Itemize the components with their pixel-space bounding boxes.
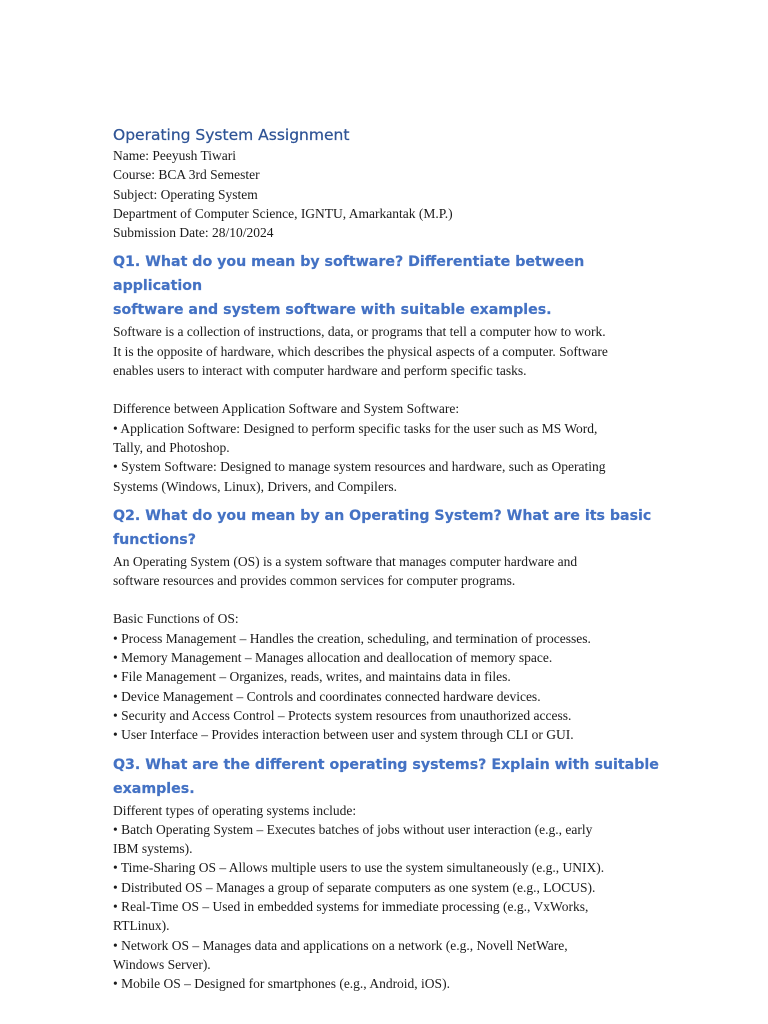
subject-info: Subject: Operating System — [113, 186, 258, 202]
course-info: Course: BCA 3rd Semester — [113, 167, 260, 183]
function-item: • Security and Access Control – Protects system resources from unauthorized access. — [113, 707, 572, 723]
os-type-line: IBM systems). — [113, 841, 193, 857]
difference-heading: Difference between Application Software and System Software: — [113, 401, 460, 417]
system-software-bullet — [113, 457, 673, 496]
document-title: Operating System Assignment — [113, 126, 350, 144]
function-item: • File Management – Organizes, reads, writes, and maintains data in files. — [113, 669, 511, 685]
question-2-paragraph-line-1: An Operating System (OS) is a system software that manages computer hardware and — [113, 553, 578, 569]
application-software-line-1: • Application Software: Designed to perform specific tasks for the user such as MS Word, — [113, 420, 598, 436]
os-type-line: RTLinux). — [113, 918, 170, 934]
question-3-section — [113, 753, 673, 994]
submission-date: Submission Date: 28/10/2024 — [113, 225, 274, 241]
question-1-heading-line-2: software and system software with suitable examples. — [113, 302, 552, 319]
question-2-paragraph — [113, 552, 673, 591]
question-2-section — [113, 504, 673, 745]
author-name: Name: Peeyush Tiwari — [113, 148, 236, 163]
question-3-intro: Different types of operating systems include: — [113, 802, 357, 818]
document-body — [113, 124, 673, 994]
os-type-line: • Network OS – Manages data and applications on a network (e.g., Novell NetWare, — [113, 937, 568, 953]
system-software-line-1: • System Software: Designed to manage system resources and hardware, such as Operating — [113, 459, 606, 475]
os-type-line: • Batch Operating System – Executes batches of jobs without user interaction (e.g., early — [113, 821, 593, 837]
question-2-paragraph-line-2: software resources and provides common services for computer programs. — [113, 573, 516, 589]
question-1-heading — [113, 250, 673, 322]
application-software-bullet — [113, 419, 673, 458]
application-software-line-2: Tally, and Photoshop. — [113, 439, 230, 455]
function-item: • Memory Management – Manages allocation and deallocation of memory space. — [113, 650, 553, 666]
question-1-heading-line-1: Q1. What do you mean by software? Differentiate between application — [113, 254, 585, 295]
os-type-line: • Real-Time OS – Used in embedded systems for immediate processing (e.g., VxWorks, — [113, 899, 589, 915]
question-1-paragraph-line-2: It is the opposite of hardware, which describes the physical aspects of a computer. Software — [113, 343, 608, 359]
department-info: Department of Computer Science, IGNTU, Amarkantak (M.P.) — [113, 205, 453, 221]
question-1-paragraph-line-3: enables users to interact with computer hardware and perform specific tasks. — [113, 363, 527, 379]
os-type-line: Windows Server). — [113, 956, 211, 972]
question-2-heading: Q2. What do you mean by an Operating System? What are its basic functions? — [113, 507, 652, 548]
os-type-line: • Time-Sharing OS – Allows multiple users to use the system simultaneously (e.g., UNIX). — [113, 860, 605, 876]
question-1-paragraph — [113, 322, 673, 380]
function-item: • Process Management – Handles the creation, scheduling, and termination of processes. — [113, 630, 591, 646]
author-info — [113, 146, 673, 242]
question-3-heading: Q3. What are the different operating systems? Explain with suitable examples. — [113, 756, 659, 797]
question-1-paragraph-line-1: Software is a collection of instructions, data, or programs that tell a computer how to work. — [113, 324, 606, 340]
os-type-line: • Mobile OS – Designed for smartphones (e.g., Android, iOS). — [113, 976, 450, 992]
os-type-line: • Distributed OS – Manages a group of separate computers as one system (e.g., LOCUS). — [113, 879, 596, 895]
basic-functions-heading: Basic Functions of OS: — [113, 611, 239, 627]
function-item: • Device Management – Controls and coordinates connected hardware devices. — [113, 688, 541, 704]
function-item: • User Interface – Provides interaction between user and system through CLI or GUI. — [113, 727, 574, 743]
system-software-line-2: Systems (Windows, Linux), Drivers, and Compilers. — [113, 478, 398, 494]
question-1-section — [113, 250, 673, 495]
